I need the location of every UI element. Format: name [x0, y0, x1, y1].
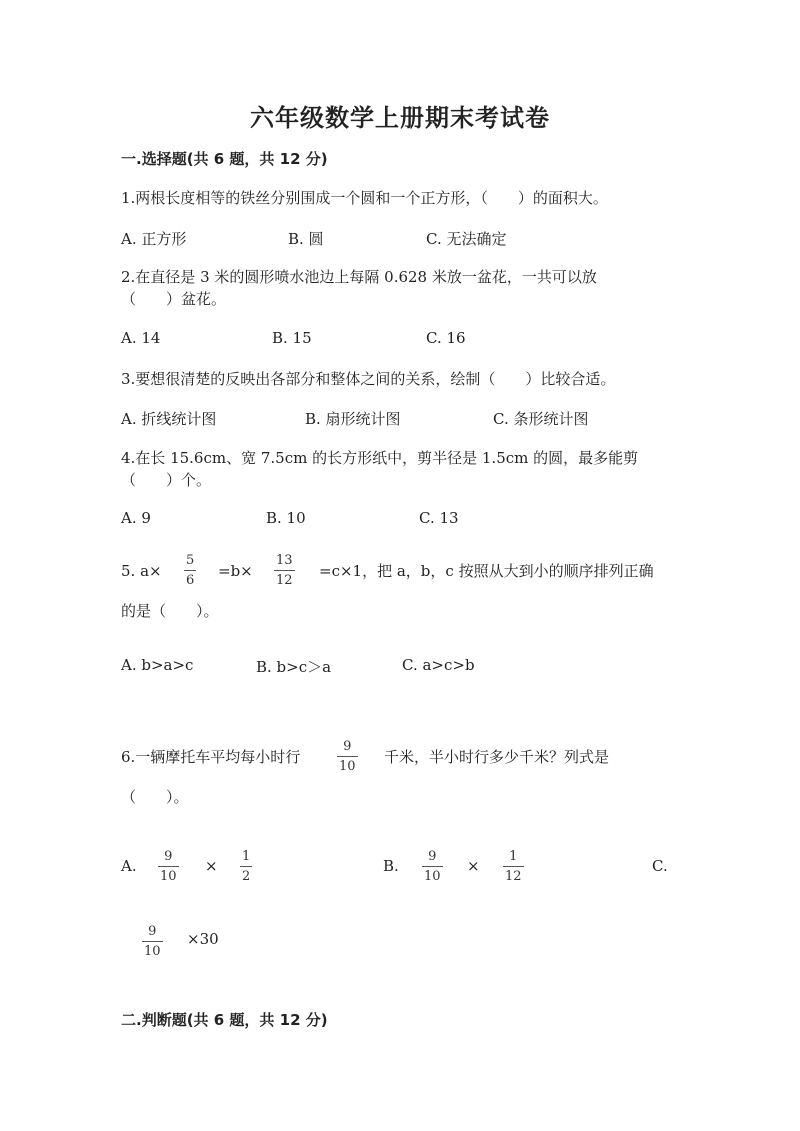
question-2-option-c: C. 16 [426, 329, 466, 347]
question-3-option-c: C. 条形统计图 [493, 410, 589, 428]
question-2-option-b: B. 15 [272, 329, 312, 347]
question-5-text-line2: 的是（ ）。 [121, 602, 219, 620]
question-2-option-a: A. 14 [121, 329, 161, 347]
question-6-option-b-fraction-1 [422, 850, 443, 884]
question-5-text-part1: 5. a× [121, 562, 162, 580]
fraction-numerator: 13 [276, 553, 293, 568]
fraction-numerator: 1 [242, 849, 251, 864]
fraction-numerator: 9 [343, 739, 352, 754]
question-6-option-b-operator: × [467, 857, 480, 875]
question-6-fraction [337, 740, 358, 774]
question-6-option-a-label: A. [121, 857, 137, 875]
question-3-option-a: A. 折线统计图 [121, 410, 217, 428]
question-6-option-c-label: C. [652, 857, 668, 875]
question-3-option-b: B. 扇形统计图 [305, 410, 401, 428]
question-5-option-b: B. b>c＞a [256, 658, 332, 676]
question-6-option-a-operator: × [205, 857, 218, 875]
question-1-option-b: B. 圆 [288, 230, 324, 248]
fraction-denominator: 10 [339, 759, 356, 774]
question-4-option-a: A. 9 [121, 509, 151, 527]
question-5-text-part2: =b× [218, 562, 253, 580]
question-5-text-part3: =c×1，把 a，b，c 按照从大到小的顺序排列正确 [319, 562, 654, 580]
question-1-text: 1.两根长度相等的铁丝分别围成一个圆和一个正方形，（ ）的面积大。 [121, 189, 608, 207]
question-5-fraction-2 [274, 554, 295, 588]
question-4-option-b: B. 10 [266, 509, 306, 527]
question-4-text-line2: （ ）个。 [121, 471, 212, 489]
question-1-option-c: C. 无法确定 [426, 230, 507, 248]
question-6-text-part2: 千米，半小时行多少千米？列式是 [384, 748, 610, 766]
question-6-option-b-fraction-2 [503, 850, 524, 884]
question-3-text: 3.要想很清楚的反映出各部分和整体之间的关系，绘制（ ）比较合适。 [121, 370, 616, 388]
question-4-text-line1: 4.在长 15.6cm、宽 7.5cm 的长方形纸中，剪半径是 1.5cm 的圆，最多能剪 [121, 449, 639, 467]
question-6-text-line2: （ ）。 [121, 788, 189, 806]
question-6-option-a-fraction-1 [158, 850, 179, 884]
question-4-option-c: C. 13 [419, 509, 459, 527]
fraction-denominator: 10 [424, 869, 441, 884]
section-heading-choice: 一.选择题(共 6 题，共 12 分) [121, 150, 328, 168]
fraction-numerator: 5 [186, 553, 195, 568]
page-title: 六年级数学上册期末考试卷 [250, 103, 550, 132]
fraction-denominator: 2 [242, 869, 251, 884]
question-6-option-c-tail: ×30 [187, 930, 219, 948]
fraction-numerator: 9 [428, 849, 437, 864]
section-heading-judgment: 二.判断题(共 6 题，共 12 分) [121, 1011, 328, 1029]
fraction-numerator: 1 [509, 849, 518, 864]
fraction-numerator: 9 [164, 849, 173, 864]
question-5-option-c: C. a>c>b [402, 656, 475, 674]
question-1-option-a: A. 正方形 [121, 230, 187, 248]
fraction-denominator: 12 [505, 869, 522, 884]
question-5-option-a: A. b>a>c [121, 656, 194, 674]
question-6-option-b-label: B. [383, 857, 399, 875]
question-2-text-line1: 2.在直径是 3 米的圆形喷水池边上每隔 0.628 米放一盆花，一共可以放 [121, 268, 597, 286]
fraction-numerator: 9 [148, 924, 157, 939]
question-6-text-part1: 6.一辆摩托车平均每小时行 [121, 748, 301, 766]
question-6-option-c-fraction [142, 925, 163, 959]
question-5-fraction-1 [184, 554, 196, 588]
question-2-text-line2: （ ）盆花。 [121, 290, 227, 308]
fraction-denominator: 10 [144, 944, 161, 959]
fraction-denominator: 10 [160, 869, 177, 884]
question-6-option-a-fraction-2 [240, 850, 252, 884]
fraction-denominator: 6 [186, 573, 195, 588]
fraction-denominator: 12 [276, 573, 293, 588]
